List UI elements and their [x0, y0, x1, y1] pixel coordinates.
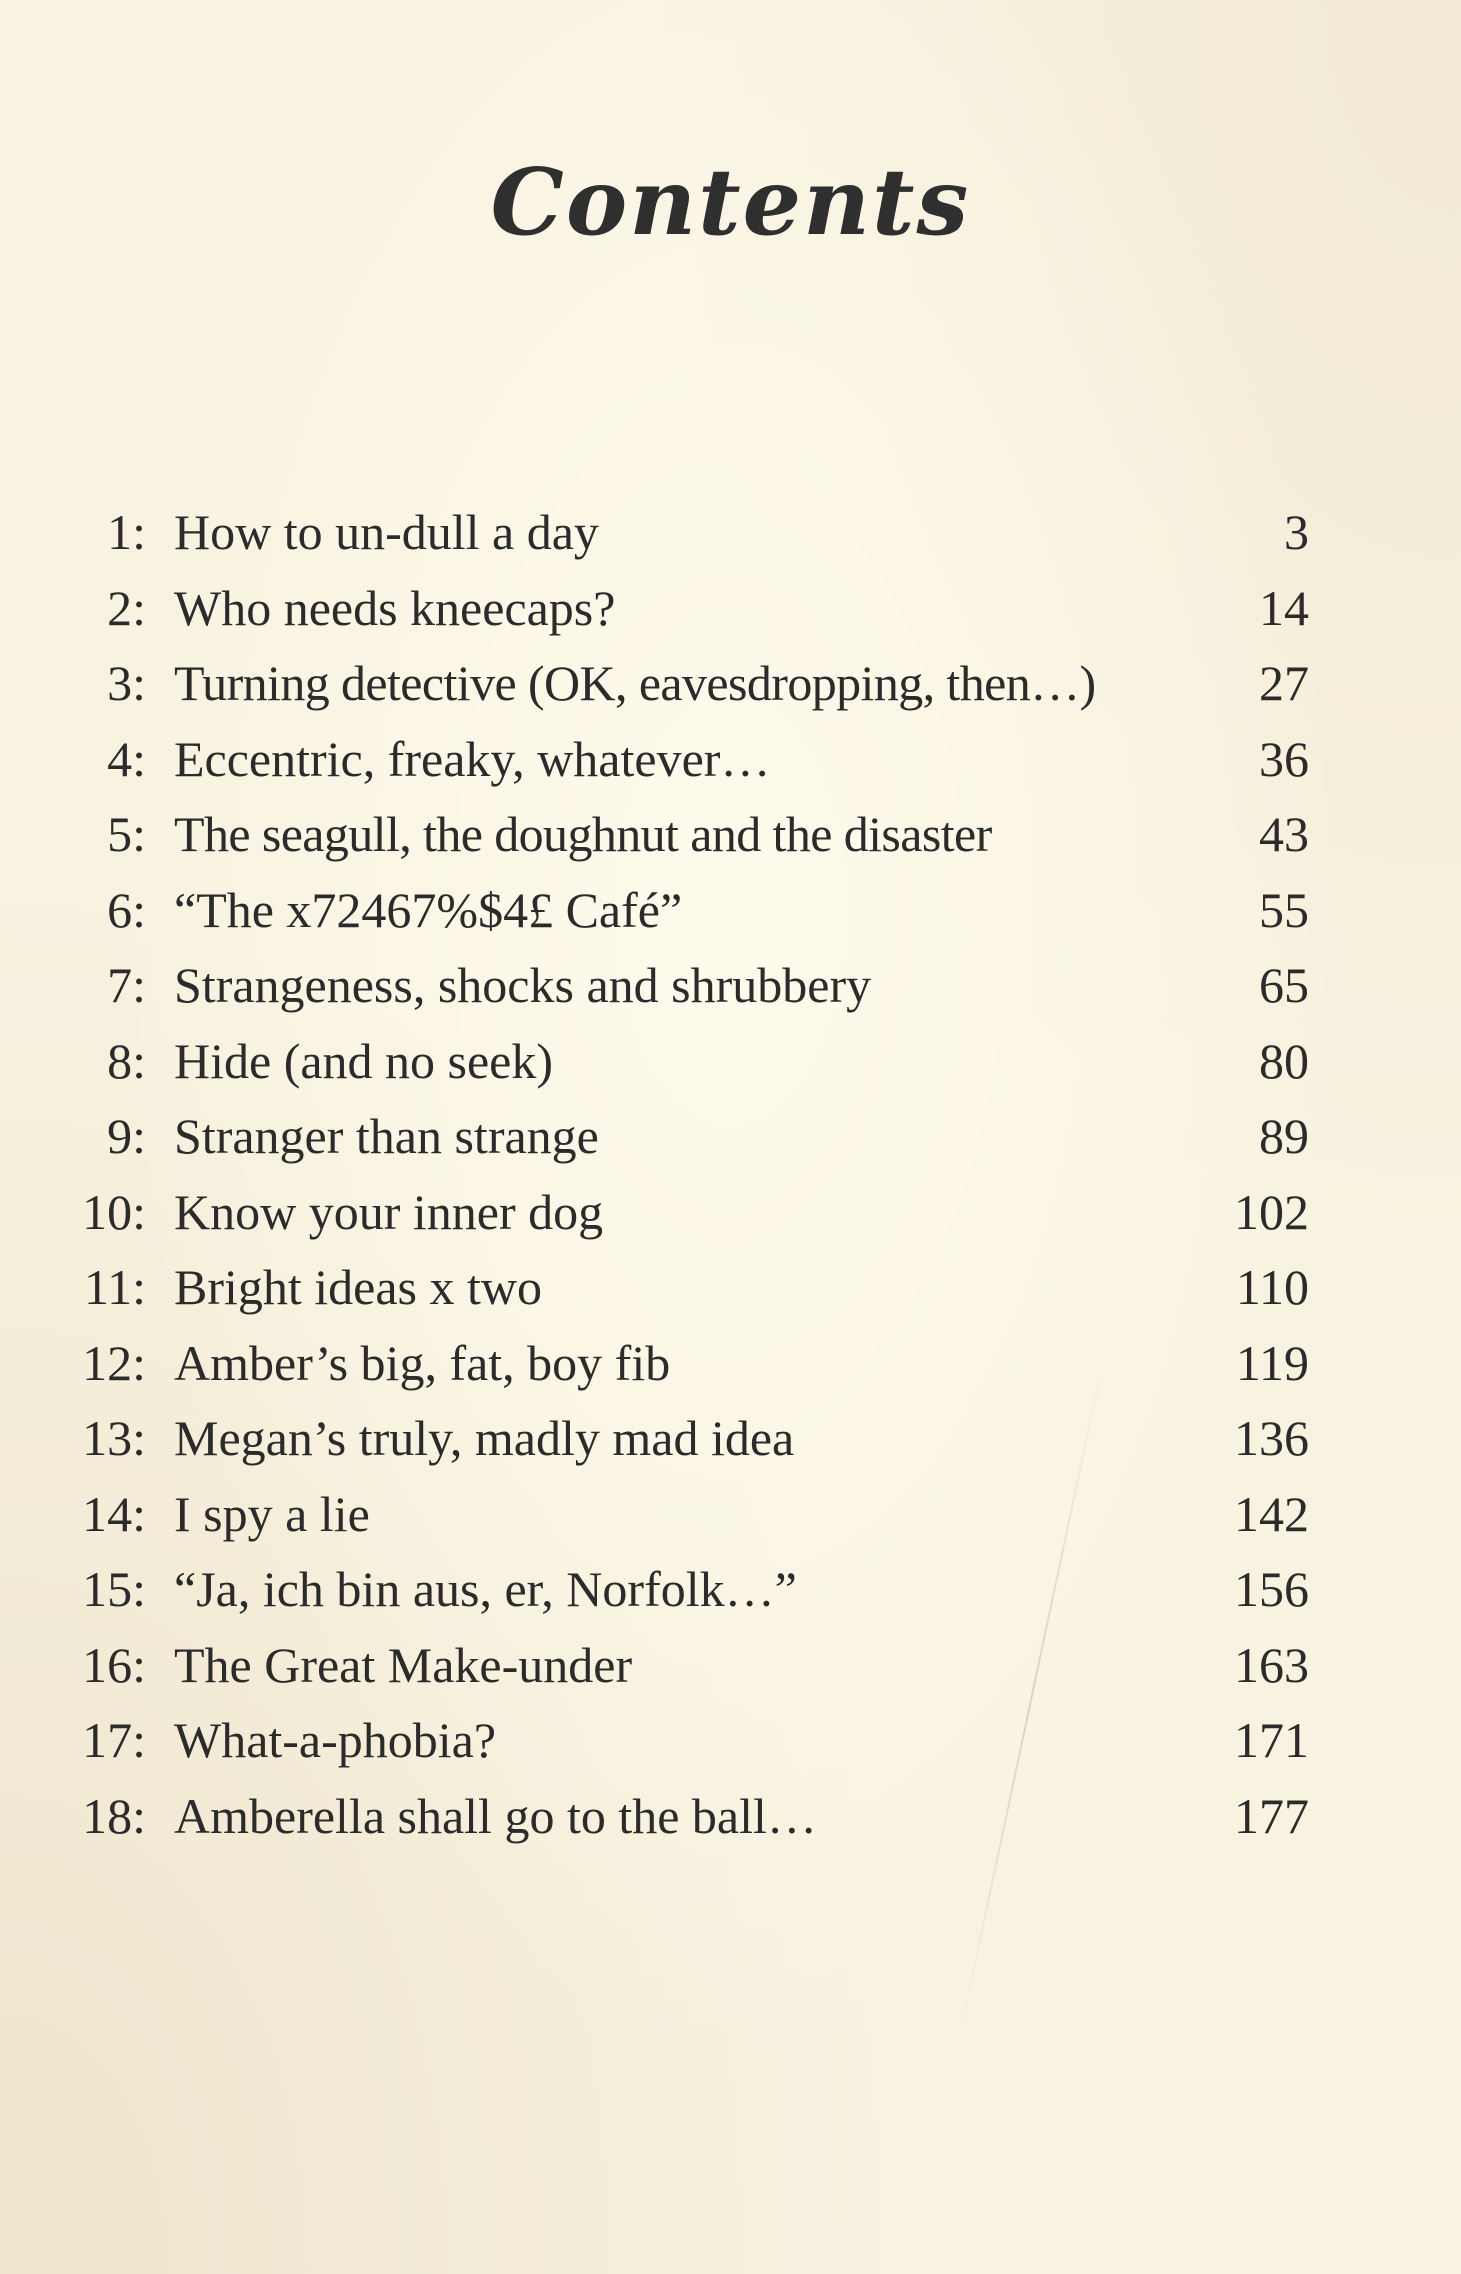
toc-entry	[0, 1401, 1461, 1477]
toc-entry	[0, 797, 1461, 873]
chapter-number: 9:	[107, 1108, 146, 1164]
toc-entry	[0, 1250, 1461, 1326]
page-number: 171	[1234, 1712, 1309, 1768]
chapter-title: Amberella shall go to the ball…	[174, 1787, 817, 1844]
chapter-title: Stranger than strange	[174, 1108, 599, 1164]
chapter-number: 15:	[82, 1561, 146, 1617]
page-number: 14	[1259, 579, 1309, 636]
page-number: 65	[1259, 957, 1309, 1013]
page-number: 136	[1234, 1410, 1309, 1466]
page-number: 43	[1259, 806, 1309, 862]
page-number: 3	[1284, 504, 1309, 560]
chapter-number: 5:	[107, 806, 146, 862]
chapter-number: 7:	[107, 957, 146, 1013]
chapter-title: Eccentric, freaky, whatever…	[174, 730, 771, 787]
toc-entry	[0, 1175, 1461, 1251]
chapter-title: What-a-phobia?	[174, 1712, 497, 1768]
toc-entry	[0, 1628, 1461, 1704]
toc-entry	[0, 948, 1461, 1024]
chapter-number: 12:	[82, 1334, 146, 1391]
chapter-number: 11:	[83, 1259, 146, 1315]
page-number: 36	[1259, 730, 1309, 787]
page-number: 142	[1234, 1485, 1309, 1542]
chapter-title: The seagull, the doughnut and the disaster	[174, 806, 992, 862]
toc-entry	[0, 1024, 1461, 1100]
chapter-number: 14:	[82, 1485, 146, 1542]
page-number: 110	[1235, 1259, 1309, 1315]
chapter-title: Hide (and no seek)	[174, 1032, 554, 1089]
page-number: 102	[1234, 1183, 1309, 1240]
toc-entry	[0, 873, 1461, 949]
toc-entry	[0, 1552, 1461, 1628]
chapter-number: 4:	[107, 730, 146, 787]
toc-entry	[0, 571, 1461, 647]
chapter-number: 1:	[107, 504, 146, 560]
chapter-title: The Great Make-under	[174, 1636, 633, 1693]
chapter-number: 3:	[107, 655, 146, 711]
toc-entry	[0, 1477, 1461, 1553]
toc-entry	[0, 1099, 1461, 1175]
table-of-contents	[0, 495, 1461, 1854]
chapter-title: Amber’s big, fat, boy fib	[174, 1334, 671, 1391]
chapter-number: 16:	[82, 1636, 146, 1693]
toc-entry	[0, 495, 1461, 571]
chapter-title: Who needs kneecaps?	[174, 579, 616, 636]
chapter-title: Know your inner dog	[174, 1183, 604, 1240]
chapter-title: Bright ideas x two	[174, 1259, 543, 1315]
chapter-number: 2:	[107, 579, 146, 636]
toc-entry	[0, 722, 1461, 798]
chapter-number: 18:	[82, 1787, 146, 1844]
toc-entry	[0, 646, 1461, 722]
chapter-title: I spy a lie	[174, 1485, 370, 1542]
chapter-number: 10:	[82, 1183, 146, 1240]
page-number: 27	[1259, 655, 1309, 711]
page-number: 163	[1234, 1636, 1309, 1693]
page-number: 89	[1259, 1108, 1309, 1164]
toc-entry	[0, 1779, 1461, 1855]
chapter-title: Turning detective (OK, eavesdropping, then…)	[174, 655, 1096, 711]
page-number: 156	[1234, 1561, 1309, 1617]
toc-entry	[0, 1326, 1461, 1402]
chapter-number: 8:	[107, 1032, 146, 1089]
page-number: 55	[1259, 881, 1309, 938]
toc-entry	[0, 1703, 1461, 1779]
chapter-title: “Ja, ich bin aus, er, Norfolk…”	[174, 1561, 797, 1617]
chapter-number: 6:	[107, 881, 146, 938]
contents-title: Contents	[490, 148, 971, 256]
chapter-number: 17:	[82, 1712, 146, 1768]
chapter-title: Megan’s truly, madly mad idea	[174, 1410, 795, 1466]
chapter-title: “The x72467%$4£ Café”	[174, 881, 683, 938]
chapter-title: Strangeness, shocks and shrubbery	[174, 957, 872, 1013]
page-number: 177	[1234, 1787, 1309, 1844]
chapter-title: How to un-dull a day	[174, 504, 599, 560]
page-number: 80	[1259, 1032, 1309, 1089]
chapter-number: 13:	[82, 1410, 146, 1466]
page-number: 119	[1235, 1334, 1309, 1391]
